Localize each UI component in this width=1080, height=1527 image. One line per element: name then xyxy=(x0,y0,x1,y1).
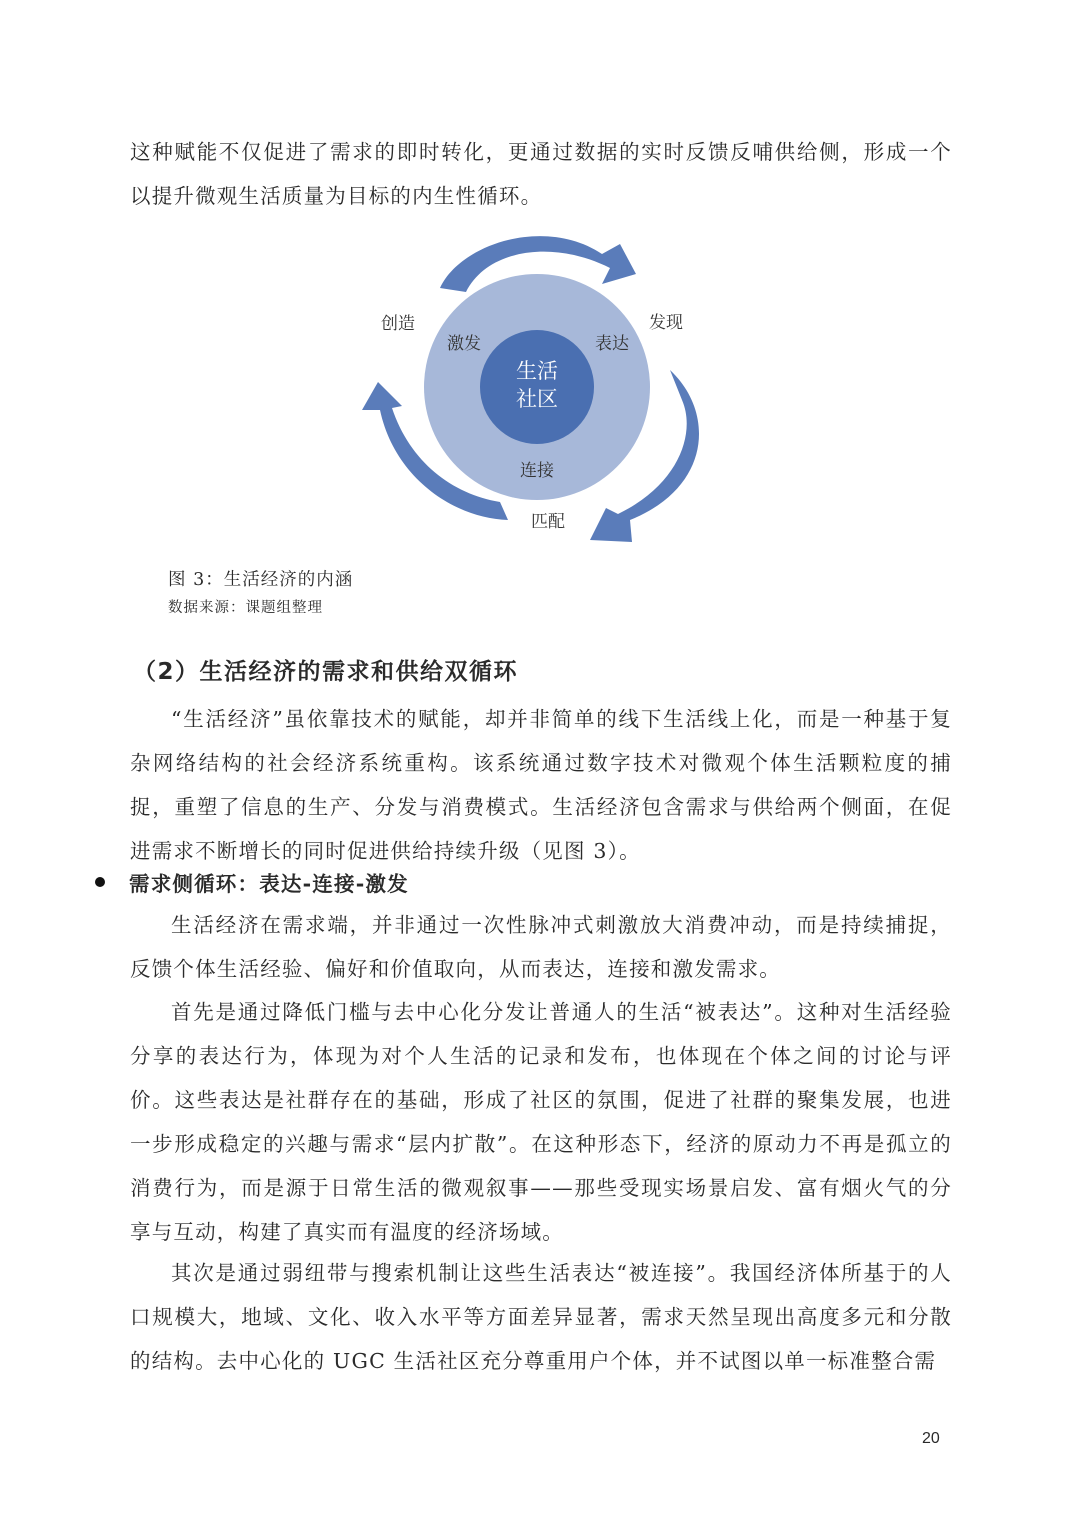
bullet-heading-row xyxy=(95,862,409,902)
ring-label-stimulate: 激发 xyxy=(447,334,481,354)
paragraph-2: 生活经济在需求端，并非通过一次性脉冲式刺激放大消费冲动，而是持续捕捉，反馈个体生活经验、偏好和价值取向，从而表达，连接和激发需求。 xyxy=(130,913,952,981)
ring-label-express: 表达 xyxy=(595,334,629,354)
paragraph-3: 首先是通过降低门槛与去中心化分发让普通人的生活“被表达”。这种对生活经验分享的表达行为，体现为对个人生活的记录和发布，也体现在个体之间的讨论与评价。这些表达是社群存在的基础，形成了社区的氛围，促进了社群的聚集发展，也进一步形成稳定的兴趣与需求“层内扩散”。在这种形态下，经济的原动力不再是孤立的消费行为，而是源于日常生活的微观叙事——那些受现实场景启发、富有烟火气的分享与互动，构建了真实而有温度的经济场域。 xyxy=(130,1000,952,1244)
diagram-svg xyxy=(340,222,740,552)
intro-paragraph: 这种赋能不仅促进了需求的即时转化，更通过数据的实时反馈反哺供给侧，形成一个以提升微观生活质量为目标的内生性循环。 xyxy=(130,140,952,208)
bullet-heading: 需求侧循环：表达-连接-激发 xyxy=(129,872,409,896)
figure-source: 数据来源：课题组整理 xyxy=(168,600,323,616)
outer-label-discover: 发现 xyxy=(649,313,683,333)
outer-label-match: 匹配 xyxy=(531,512,565,532)
page-number: 20 xyxy=(922,1430,940,1447)
paragraph-4: 其次是通过弱纽带与搜索机制让这些生活表达“被连接”。我国经济体所基于的人口规模大，地域、文化、收入水平等方面差异显著，需求天然呈现出高度多元和分散的结构。去中心化的 UGC 生活社区充分尊重用户个体，并不试图以单一标准整合需 xyxy=(130,1261,952,1373)
life-community-diagram xyxy=(340,222,740,552)
paragraph-1: “生活经济”虽依靠技术的赋能，却并非简单的线下生活线上化，而是一种基于复杂网络结构的社会经济系统重构。该系统通过数字技术对微观个体生活颗粒度的捕捉，重塑了信息的生产、分发与消费模式。生活经济包含需求与供给两个侧面，在促进需求不断增长的同时促进供给持续升级（见图 3）。 xyxy=(130,707,952,863)
center-label-line2: 社区 xyxy=(516,387,558,411)
figure-caption: 图 3：生活经济的内涵 xyxy=(168,570,354,590)
outer-label-create: 创造 xyxy=(381,314,415,334)
ring-label-connect: 连接 xyxy=(520,461,554,481)
section-heading: （2）生活经济的需求和供给双循环 xyxy=(133,659,519,685)
center-label-line1: 生活 xyxy=(516,359,558,383)
bullet-dot-icon xyxy=(95,877,105,887)
